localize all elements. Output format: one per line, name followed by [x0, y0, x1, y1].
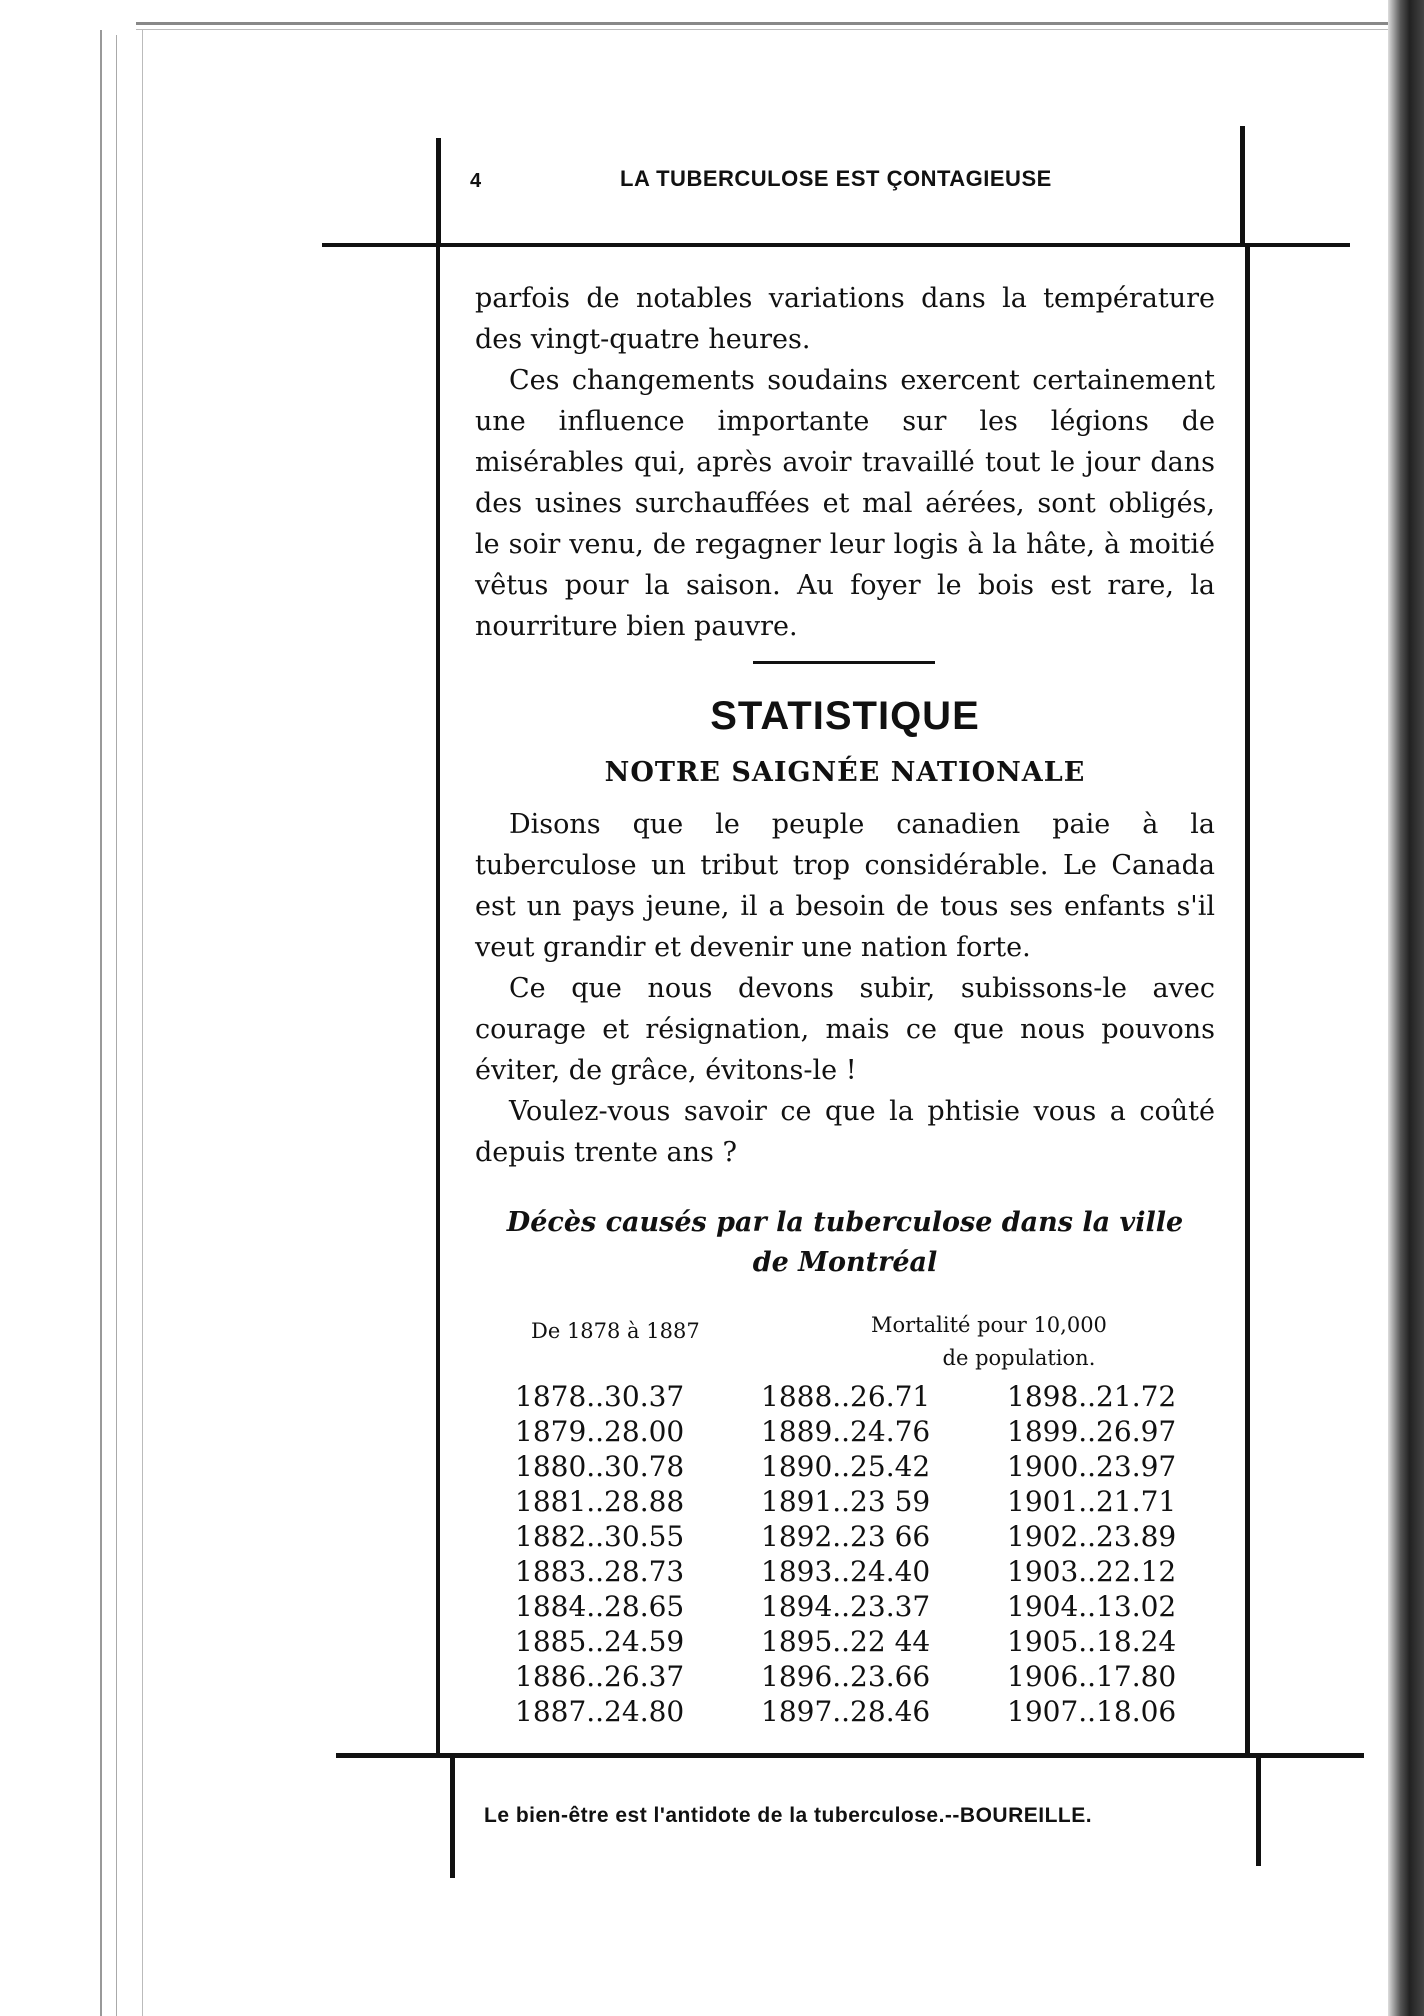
table-cell: 1891..23 59: [761, 1485, 931, 1518]
table-cell: 1903..22.12: [1007, 1555, 1177, 1588]
paragraph-continued: parfois de notables variations dans la température des vingt-quatre heures.: [475, 283, 1215, 355]
caption-line-1: Décès causés par la tuberculose dans la ville: [506, 1207, 1184, 1238]
frame-left-rule-top: [436, 138, 441, 246]
paragraph-question: Voulez-vous savoir ce que la phtisie vous a coûté depuis trente ans ?: [475, 1096, 1215, 1168]
table-cell: 1902..23.89: [1007, 1520, 1177, 1553]
table-cell: 1896..23.66: [761, 1660, 931, 1693]
table-header-period: De 1878 à 1887: [531, 1319, 700, 1343]
table-header-mortality: [871, 1309, 1107, 1375]
table-cell: 1888..26.71: [761, 1380, 931, 1413]
table-cell: 1880..30.78: [515, 1450, 685, 1483]
table-cell: 1882..30.55: [515, 1520, 685, 1553]
table-cell: 1883..28.73: [515, 1555, 685, 1588]
paragraph-courage: Ce que nous devons subir, subissons-le avec courage et résignation, mais ce que nous pouvons éviter, de grâce, évitons-le !: [475, 973, 1215, 1086]
table-cell: 1907..18.06: [1007, 1695, 1177, 1728]
frame-left-rule-bottom: [450, 1758, 455, 1878]
table-cell: 1898..21.72: [1007, 1380, 1177, 1413]
table-cell: 1886..26.37: [515, 1660, 685, 1693]
table-cell: 1887..24.80: [515, 1695, 685, 1728]
scan-dark-margin: [1388, 0, 1424, 2016]
table-cell: 1893..24.40: [761, 1555, 931, 1588]
table-cell: 1879..28.00: [515, 1415, 685, 1448]
table-cell: 1889..24.76: [761, 1415, 931, 1448]
frame-left-rule: [436, 246, 440, 1756]
table-cell: 1892..23 66: [761, 1520, 931, 1553]
table-cell: 1878..30.37: [515, 1380, 685, 1413]
frame-right-rule: [1245, 246, 1250, 1756]
section-title: STATISTIQUE: [710, 694, 980, 738]
table-cell: 1890..25.42: [761, 1450, 931, 1483]
table-header-mortality-line1: Mortalité pour 10,000: [871, 1313, 1107, 1337]
header-rule: [322, 243, 1350, 247]
table-cell: 1897..28.46: [761, 1695, 931, 1728]
mortality-table: [475, 1379, 1215, 1739]
table-cell: 1901..21.71: [1007, 1485, 1177, 1518]
frame-right-rule-bottom: [1256, 1758, 1261, 1866]
book-page-edge-inner: [116, 35, 137, 2016]
table-cell: 1895..22 44: [761, 1625, 931, 1658]
caption-line-2: de Montréal: [752, 1247, 938, 1278]
table-cell: 1881..28.88: [515, 1485, 685, 1518]
table-caption: [475, 1203, 1215, 1283]
paragraph-changes: Ces changements soudains exercent certainement une influence importante sur les légions de misérables qui, après avoir travaillé tout le jour dans des usines surchauffées et mal aérées, sont obligés, le soir venu, de regagner leur logis à la hâte, à moitié vêtus pour la saison. Au foyer le bois est rare, la nourriture bien pauvre.: [475, 365, 1215, 642]
table-cell: 1905..18.24: [1007, 1625, 1177, 1658]
table-column-1888-1897: [761, 1379, 930, 1729]
table-cell: 1900..23.97: [1007, 1450, 1177, 1483]
frame-right-rule-top: [1240, 126, 1245, 246]
book-top-edge: [136, 22, 1388, 30]
section-divider: [753, 661, 935, 664]
section-subtitle: NOTRE SAIGNÉE NATIONALE: [604, 757, 1086, 788]
footer-motto: Le bien-être est l'antidote de la tuberculose.--BOUREILLE.: [484, 1804, 1093, 1827]
paragraph-tribute: Disons que le peuple canadien paie à la tuberculose un tribut trop considérable. Le Canada est un pays jeune, il a besoin de tous ses enfants s'il veut grandir et devenir une nation forte.: [475, 809, 1215, 963]
page-number: 4: [470, 170, 482, 192]
table-cell: 1899..26.97: [1007, 1415, 1177, 1448]
table-header: [475, 1309, 1215, 1379]
footer-rule: [336, 1753, 1364, 1758]
table-cell: 1884..28.65: [515, 1590, 685, 1623]
table-header-mortality-line2: de population.: [942, 1346, 1096, 1370]
running-title: LA TUBERCULOSE EST ÇONTAGIEUSE: [620, 166, 1052, 191]
table-cell: 1904..13.02: [1007, 1590, 1177, 1623]
table-column-1878-1887: [515, 1379, 684, 1729]
table-column-1898-1907: [1007, 1379, 1176, 1729]
table-cell: 1885..24.59: [515, 1625, 685, 1658]
table-cell: 1894..23.37: [761, 1590, 931, 1623]
table-cell: 1906..17.80: [1007, 1660, 1177, 1693]
page-body: [475, 278, 1215, 1739]
